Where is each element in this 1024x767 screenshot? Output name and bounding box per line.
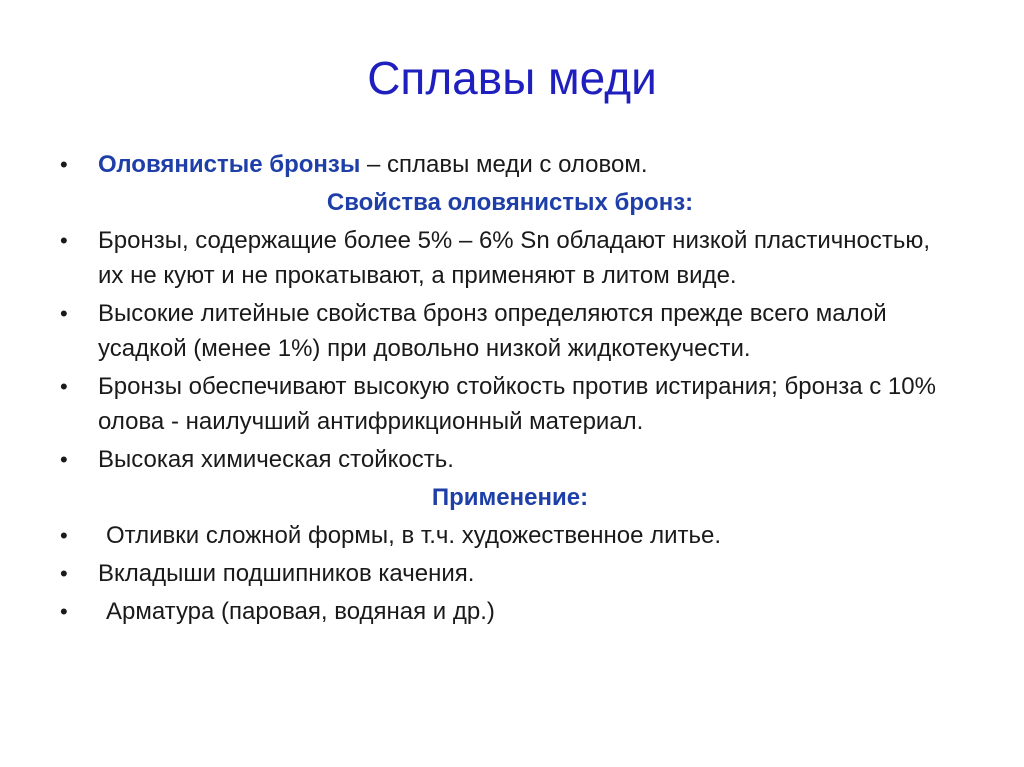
term-tin-bronzes: Оловянистые бронзы bbox=[98, 151, 361, 178]
bullet-icon: • bbox=[60, 228, 68, 253]
slide-content bbox=[60, 147, 960, 632]
bullet-intro bbox=[60, 147, 960, 182]
section-heading-properties: Свойства оловянистых бронз: bbox=[326, 189, 694, 216]
bullet-icon: • bbox=[60, 301, 68, 326]
application-text: Вкладыши подшипников качения. bbox=[98, 560, 475, 587]
bullet-icon: • bbox=[60, 599, 68, 624]
application-text: Отливки сложной формы, в т.ч. художественное литье. bbox=[106, 522, 722, 549]
bullet-property bbox=[60, 223, 960, 293]
bullet-application bbox=[60, 594, 960, 629]
bullet-property bbox=[60, 296, 960, 366]
application-text: Арматура (паровая, водяная и др.) bbox=[106, 598, 495, 625]
bullet-icon: • bbox=[60, 152, 68, 177]
bullet-icon: • bbox=[60, 561, 68, 586]
property-text: Высокие литейные свойства бронз определяются прежде всего малой усадкой (менее 1%) при довольно низкой жидкотекучести. bbox=[98, 300, 887, 362]
intro-definition: – сплавы меди с оловом. bbox=[360, 151, 648, 178]
bullet-application bbox=[60, 518, 960, 553]
bullet-icon: • bbox=[60, 447, 68, 472]
property-text: Высокая химическая стойкость. bbox=[98, 446, 454, 473]
bullet-property bbox=[60, 369, 960, 439]
slide-title: Сплавы меди bbox=[367, 52, 657, 104]
section-heading-applications: Применение: bbox=[431, 484, 589, 511]
bullet-icon: • bbox=[60, 374, 68, 399]
property-text: Бронзы обеспечивают высокую стойкость против истирания; бронза с 10% олова - наилучший антифрикционный материал. bbox=[98, 373, 936, 435]
bullet-property bbox=[60, 442, 960, 477]
property-text: Бронзы, содержащие более 5% – 6% Sn обладают низкой пластичностью, их не куют и не прокатывают, а применяют в литом виде. bbox=[98, 227, 931, 289]
bullet-icon: • bbox=[60, 523, 68, 548]
bullet-application bbox=[60, 556, 960, 591]
